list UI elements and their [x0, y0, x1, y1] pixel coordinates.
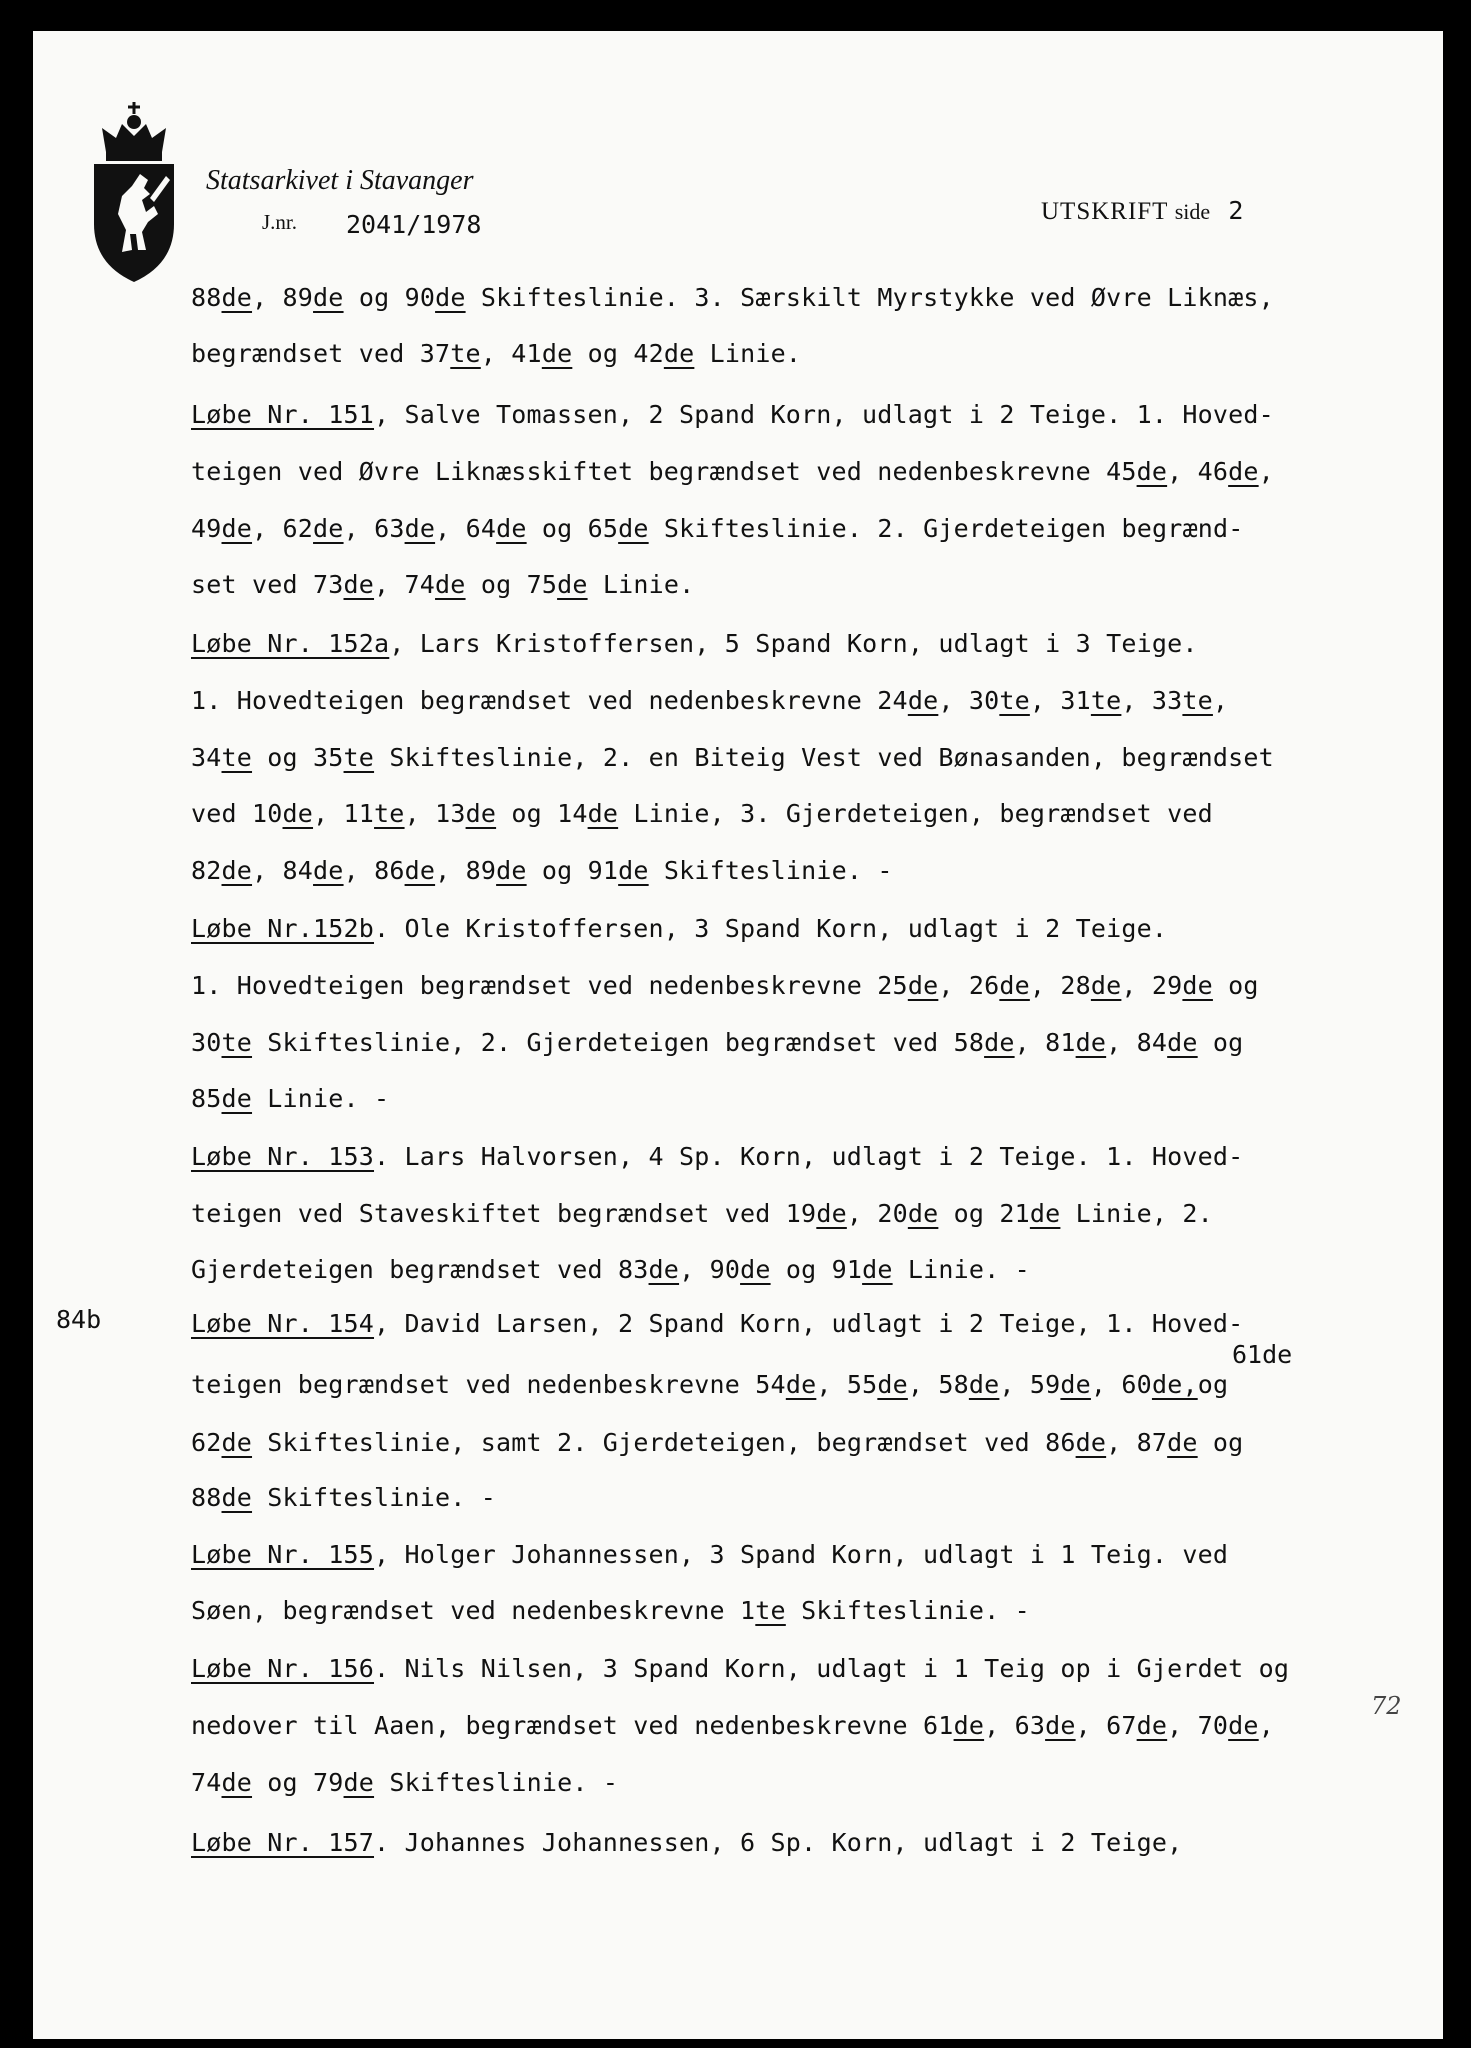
document-header: [1041, 196, 1243, 226]
text-line: 30te Skifteslinie, 2. Gjerdeteigen begrændset ved 58de, 81de, 84de og: [191, 1028, 1244, 1057]
text-line: begrændset ved 37te, 41de og 42de Linie.: [191, 339, 802, 368]
text-line: 74de og 79de Skifteslinie. -: [191, 1768, 619, 1797]
handwritten-note: 72: [1371, 1692, 1402, 1720]
entry-heading-line: Løbe Nr. 151, Salve Tomassen, 2 Spand Korn, udlagt i 2 Teige. 1. Hoved-: [191, 400, 1274, 429]
entry-heading-line: Løbe Nr. 156. Nils Nilsen, 3 Spand Korn, udlagt i 1 Teig op i Gjerdet og: [191, 1654, 1290, 1683]
entry-heading-line: Løbe Nr. 155, Holger Johannessen, 3 Spand Korn, udlagt i 1 Teig. ved: [191, 1540, 1229, 1569]
text-line: teigen ved Øvre Liknæsskiftet begrændset ved nedenbeskrevne 45de, 46de,: [191, 457, 1274, 486]
interlinear-correction: 61de: [1232, 1340, 1293, 1369]
doc-label: UTSKRIFT: [1041, 198, 1169, 225]
text-line: Gjerdeteigen begrændset ved 83de, 90de og 91de Linie. -: [191, 1255, 1030, 1284]
entry-heading-line: Løbe Nr. 157. Johannes Johannessen, 6 Sp. Korn, udlagt i 2 Teige,: [191, 1828, 1183, 1857]
text-line: 1. Hovedteigen begrændset ved nedenbeskrevne 24de, 30te, 31te, 33te,: [191, 686, 1229, 715]
journal-number-label: J.nr.: [262, 210, 298, 234]
entry-heading-line: Løbe Nr. 152a, Lars Kristoffersen, 5 Spand Korn, udlagt i 3 Teige.: [191, 629, 1198, 658]
text-line: 49de, 62de, 63de, 64de og 65de Skifteslinie. 2. Gjerdeteigen begrænd-: [191, 514, 1244, 543]
text-line: teigen ved Staveskiftet begrændset ved 19de, 20de og 21de Linie, 2.: [191, 1199, 1213, 1228]
entry-heading-line: Løbe Nr.152b. Ole Kristoffersen, 3 Spand Korn, udlagt i 2 Teige.: [191, 914, 1168, 943]
entry-number: Løbe Nr.152b: [191, 914, 375, 943]
text-line: 34te og 35te Skifteslinie, 2. en Biteig Vest ved Bønasanden, begrændset: [191, 743, 1274, 772]
entry-heading-line: Løbe Nr. 154, David Larsen, 2 Spand Korn, udlagt i 2 Teige, 1. Hoved-: [191, 1309, 1244, 1338]
entry-number: Løbe Nr. 155: [191, 1540, 375, 1569]
text-line: 85de Linie. -: [191, 1084, 390, 1113]
entry-number: Løbe Nr. 157: [191, 1828, 375, 1857]
norwegian-coat-of-arms-logo: [92, 102, 176, 284]
entry-heading-line: Løbe Nr. 153. Lars Halvorsen, 4 Sp. Korn, udlagt i 2 Teige. 1. Hoved-: [191, 1142, 1244, 1171]
text-line: 88de Skifteslinie. -: [191, 1483, 497, 1512]
page-number: 2: [1228, 196, 1244, 225]
text-line: 62de Skifteslinie, samt 2. Gjerdeteigen, begrændset ved 86de, 87de og: [191, 1428, 1244, 1457]
journal-number: 2041/1978: [346, 210, 482, 239]
entry-number: Løbe Nr. 156: [191, 1654, 375, 1683]
entry-number: Løbe Nr. 152a: [191, 629, 390, 658]
text-line: ved 10de, 11te, 13de og 14de Linie, 3. Gjerdeteigen, begrændset ved: [191, 799, 1213, 828]
text-line: set ved 73de, 74de og 75de Linie.: [191, 570, 695, 599]
text-line: 82de, 84de, 86de, 89de og 91de Skifteslinie. -: [191, 856, 893, 885]
entry-number: Løbe Nr. 151: [191, 400, 375, 429]
margin-note: 84b: [56, 1305, 102, 1334]
text-line: teigen begrændset ved nedenbeskrevne 54de, 55de, 58de, 59de, 60de,og: [191, 1370, 1229, 1399]
archive-name: Statsarkivet i Stavanger: [206, 165, 474, 196]
text-line: nedover til Aaen, begrændset ved nedenbeskrevne 61de, 63de, 67de, 70de,: [191, 1711, 1274, 1740]
side-label: side: [1174, 199, 1211, 224]
text-line: Søen, begrændset ved nedenbeskrevne 1te Skifteslinie. -: [191, 1596, 1030, 1625]
text-line: 1. Hovedteigen begrændset ved nedenbeskrevne 25de, 26de, 28de, 29de og: [191, 971, 1259, 1000]
text-line: 88de, 89de og 90de Skifteslinie. 3. Særskilt Myrstykke ved Øvre Liknæs,: [191, 283, 1274, 312]
entry-number: Løbe Nr. 154: [191, 1309, 375, 1338]
entry-number: Løbe Nr. 153: [191, 1142, 375, 1171]
